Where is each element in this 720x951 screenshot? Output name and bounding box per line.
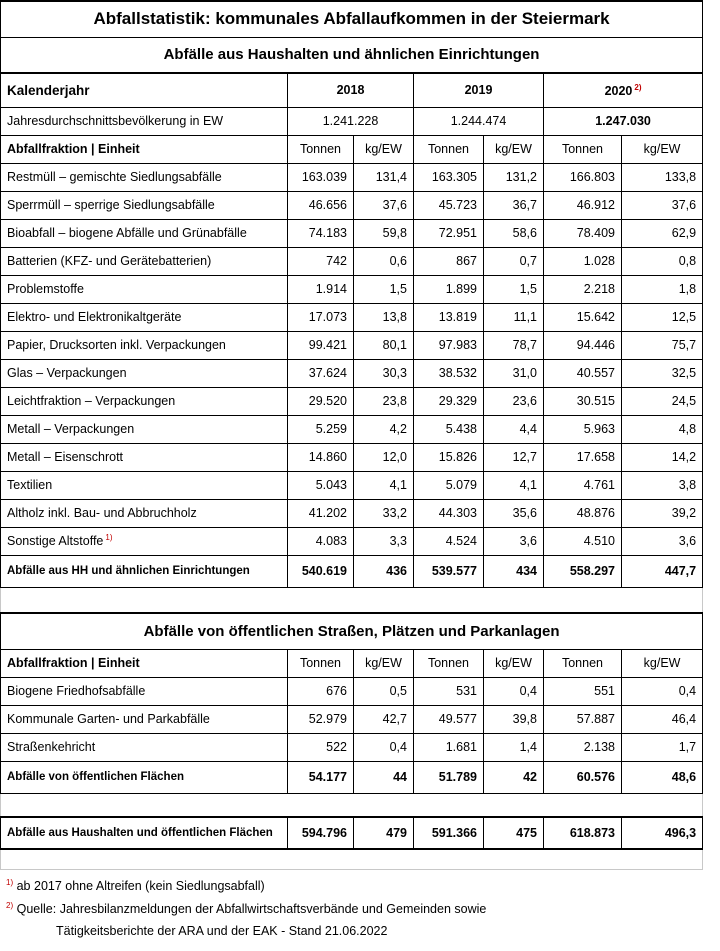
section1-title: Abfälle aus Haushalten und ähnlichen Einrichtungen [1, 37, 703, 73]
total-value: 591.366 [414, 817, 484, 849]
row-value: 131,4 [354, 163, 414, 191]
row-value: 17.658 [544, 443, 622, 471]
row-value: 39,8 [484, 705, 544, 733]
row-value: 1,5 [354, 275, 414, 303]
grand-total-row [1, 817, 703, 849]
row-label: Sonstige Altstoffe $^{1)}$ [1, 527, 288, 555]
row-value: 44.303 [414, 499, 484, 527]
row-value: 75,7 [622, 331, 703, 359]
row-value: 4,8 [622, 415, 703, 443]
unit-header: kg/EW [354, 649, 414, 677]
row-value: 62,9 [622, 219, 703, 247]
row-value: 3,3 [354, 527, 414, 555]
total-value: 594.796 [288, 817, 354, 849]
fraction-header: Abfallfraktion | Einheit [1, 649, 288, 677]
fraction-header: Abfallfraktion | Einheit [1, 135, 288, 163]
row-value: 5.043 [288, 471, 354, 499]
section2-total-row [1, 761, 703, 793]
row-value: 46.656 [288, 191, 354, 219]
year-2019: 2019 [414, 73, 544, 107]
row-value: 72.951 [414, 219, 484, 247]
row-value: 37.624 [288, 359, 354, 387]
row-value: 5.259 [288, 415, 354, 443]
unit-header: Tonnen [414, 649, 484, 677]
table-row [1, 471, 703, 499]
unit-header: kg/EW [354, 135, 414, 163]
row-value: 37,6 [354, 191, 414, 219]
section1-rows [1, 163, 703, 555]
row-label: Metall – Verpackungen [1, 415, 288, 443]
row-value: 58,6 [484, 219, 544, 247]
unit-header: Tonnen [544, 135, 622, 163]
row-value: 12,7 [484, 443, 544, 471]
row-value: 41.202 [288, 499, 354, 527]
row-value: 2.138 [544, 733, 622, 761]
row-value: 166.803 [544, 163, 622, 191]
row-value: 4,1 [484, 471, 544, 499]
row-label: Bioabfall – biogene Abfälle und Grünabfälle [1, 219, 288, 247]
row-label: Kommunale Garten- und Parkabfälle [1, 705, 288, 733]
row-value: 48.876 [544, 499, 622, 527]
total-value: 48,6 [622, 761, 703, 793]
row-value: 4.524 [414, 527, 484, 555]
total-value: 51.789 [414, 761, 484, 793]
row-value: 17.073 [288, 303, 354, 331]
row-value: 78,7 [484, 331, 544, 359]
total-value: 558.297 [544, 555, 622, 587]
row-value: 163.039 [288, 163, 354, 191]
row-value: 42,7 [354, 705, 414, 733]
total-value: 44 [354, 761, 414, 793]
row-value: 40.557 [544, 359, 622, 387]
row-value: 163.305 [414, 163, 484, 191]
row-value: 15.642 [544, 303, 622, 331]
table-row [1, 359, 703, 387]
row-value: 94.446 [544, 331, 622, 359]
row-value: 52.979 [288, 705, 354, 733]
total-value: 436 [354, 555, 414, 587]
row-value: 39,2 [622, 499, 703, 527]
table-row [1, 415, 703, 443]
row-value: 37,6 [622, 191, 703, 219]
row-value: 14,2 [622, 443, 703, 471]
year-2018: 2018 [288, 73, 414, 107]
table-row [1, 733, 703, 761]
row-label: Problemstoffe [1, 275, 288, 303]
row-label: Altholz inkl. Bau- und Abbruchholz [1, 499, 288, 527]
row-label: Biogene Friedhofsabfälle [1, 677, 288, 705]
total-label: Abfälle aus HH und ähnlichen Einrichtungen [1, 555, 288, 587]
row-value: 45.723 [414, 191, 484, 219]
total-value: 618.873 [544, 817, 622, 849]
footnote-2: $^{2)}$ Quelle: Jahresbilanzmeldungen der Abfallwirtschaftsverbände und Gemeinden sowie [6, 900, 487, 917]
row-value: 3,6 [622, 527, 703, 555]
row-value: 4,2 [354, 415, 414, 443]
row-value: 57.887 [544, 705, 622, 733]
total-value: 496,3 [622, 817, 703, 849]
row-label: Restmüll – gemischte Siedlungsabfälle [1, 163, 288, 191]
total-label: Abfälle von öffentlichen Flächen [1, 761, 288, 793]
population-2019: 1.244.474 [414, 107, 544, 135]
row-value: 4.510 [544, 527, 622, 555]
spacer-row [1, 849, 703, 869]
row-value: 35,6 [484, 499, 544, 527]
total-value: 434 [484, 555, 544, 587]
unit-header: Tonnen [544, 649, 622, 677]
row-value: 29.329 [414, 387, 484, 415]
row-value: 49.577 [414, 705, 484, 733]
row-value: 133,8 [622, 163, 703, 191]
footnotes [0, 874, 702, 942]
total-label: Abfälle aus Haushalten und öffentlichen Flächen [1, 817, 288, 849]
row-value: 1.914 [288, 275, 354, 303]
row-value: 0,7 [484, 247, 544, 275]
row-value: 4.761 [544, 471, 622, 499]
row-value: 1,7 [622, 733, 703, 761]
row-value: 4,4 [484, 415, 544, 443]
row-value: 531 [414, 677, 484, 705]
row-value: 1,8 [622, 275, 703, 303]
row-value: 32,5 [622, 359, 703, 387]
unit-header: Tonnen [288, 649, 354, 677]
row-value: 1.681 [414, 733, 484, 761]
row-value: 0,4 [484, 677, 544, 705]
row-value: 3,8 [622, 471, 703, 499]
spacer-row [1, 793, 703, 817]
table-row [1, 387, 703, 415]
row-value: 11,1 [484, 303, 544, 331]
year-2020: 2020 $^{2)}$ [544, 73, 703, 107]
row-value: 4,1 [354, 471, 414, 499]
row-value: 2.218 [544, 275, 622, 303]
row-label: Textilien [1, 471, 288, 499]
total-value: 42 [484, 761, 544, 793]
table-row [1, 499, 703, 527]
row-value: 23,8 [354, 387, 414, 415]
footnote-2-continued: Tätigkeitsberichte der ARA und der EAK - Stand 21.06.2022 [56, 923, 388, 938]
total-value: 539.577 [414, 555, 484, 587]
row-label: Papier, Drucksorten inkl. Verpackungen [1, 331, 288, 359]
row-value: 13,8 [354, 303, 414, 331]
page-title: Abfallstatistik: kommunales Abfallaufkommen in der Steiermark [1, 1, 703, 37]
footnote-marker: 1) [105, 533, 113, 543]
year-label: Kalenderjahr [1, 73, 288, 107]
table-row [1, 163, 703, 191]
unit-header: Tonnen [288, 135, 354, 163]
row-value: 0,5 [354, 677, 414, 705]
row-label: Sperrmüll – sperrige Siedlungsabfälle [1, 191, 288, 219]
spacer-row [1, 587, 703, 613]
row-value: 1,4 [484, 733, 544, 761]
row-value: 742 [288, 247, 354, 275]
unit-header: Tonnen [414, 135, 484, 163]
row-value: 522 [288, 733, 354, 761]
row-value: 24,5 [622, 387, 703, 415]
row-value: 5.079 [414, 471, 484, 499]
row-label: Batterien (KFZ- und Gerätebatterien) [1, 247, 288, 275]
row-label: Leichtfraktion – Verpackungen [1, 387, 288, 415]
row-value: 15.826 [414, 443, 484, 471]
row-value: 0,8 [622, 247, 703, 275]
row-value: 14.860 [288, 443, 354, 471]
table-row [1, 527, 703, 555]
row-value: 31,0 [484, 359, 544, 387]
row-value: 46,4 [622, 705, 703, 733]
unit-header: kg/EW [484, 649, 544, 677]
row-value: 23,6 [484, 387, 544, 415]
row-value: 1.028 [544, 247, 622, 275]
unit-header: kg/EW [484, 135, 544, 163]
row-value: 5.963 [544, 415, 622, 443]
row-value: 29.520 [288, 387, 354, 415]
row-value: 99.421 [288, 331, 354, 359]
total-value: 475 [484, 817, 544, 849]
row-value: 30.515 [544, 387, 622, 415]
row-value: 676 [288, 677, 354, 705]
population-label: Jahresdurchschnittsbevölkerung in EW [1, 107, 288, 135]
row-value: 46.912 [544, 191, 622, 219]
table-row [1, 705, 703, 733]
row-value: 1,5 [484, 275, 544, 303]
row-value: 13.819 [414, 303, 484, 331]
total-value: 60.576 [544, 761, 622, 793]
table-row [1, 247, 703, 275]
table-row [1, 443, 703, 471]
total-value: 447,7 [622, 555, 703, 587]
row-value: 12,5 [622, 303, 703, 331]
population-2020: 1.247.030 [544, 107, 703, 135]
table-row [1, 191, 703, 219]
row-label: Metall – Eisenschrott [1, 443, 288, 471]
row-value: 78.409 [544, 219, 622, 247]
row-value: 551 [544, 677, 622, 705]
section1-total-row [1, 555, 703, 587]
footnote-1: $^{1)}$ ab 2017 ohne Altreifen (kein Siedlungsabfall) [6, 877, 265, 894]
row-value: 867 [414, 247, 484, 275]
total-value: 54.177 [288, 761, 354, 793]
table-row [1, 275, 703, 303]
total-value: 540.619 [288, 555, 354, 587]
total-value: 479 [354, 817, 414, 849]
row-value: 97.983 [414, 331, 484, 359]
row-label: Glas – Verpackungen [1, 359, 288, 387]
table-row [1, 303, 703, 331]
footnote-marker: 2) [634, 82, 642, 92]
table-row [1, 219, 703, 247]
section2-rows [1, 677, 703, 761]
row-value: 4.083 [288, 527, 354, 555]
row-value: 36,7 [484, 191, 544, 219]
row-value: 131,2 [484, 163, 544, 191]
population-2018: 1.241.228 [288, 107, 414, 135]
row-value: 12,0 [354, 443, 414, 471]
row-value: 3,6 [484, 527, 544, 555]
row-label: Straßenkehricht [1, 733, 288, 761]
row-value: 0,6 [354, 247, 414, 275]
row-value: 0,4 [354, 733, 414, 761]
unit-header: kg/EW [622, 649, 703, 677]
table-row [1, 677, 703, 705]
row-value: 33,2 [354, 499, 414, 527]
row-value: 74.183 [288, 219, 354, 247]
row-value: 1.899 [414, 275, 484, 303]
row-value: 0,4 [622, 677, 703, 705]
row-value: 5.438 [414, 415, 484, 443]
unit-header: kg/EW [622, 135, 703, 163]
row-value: 59,8 [354, 219, 414, 247]
row-value: 38.532 [414, 359, 484, 387]
row-label: Elektro- und Elektronikaltgeräte [1, 303, 288, 331]
row-value: 30,3 [354, 359, 414, 387]
table-row [1, 331, 703, 359]
row-value: 80,1 [354, 331, 414, 359]
section2-title: Abfälle von öffentlichen Straßen, Plätzen und Parkanlagen [1, 613, 703, 649]
